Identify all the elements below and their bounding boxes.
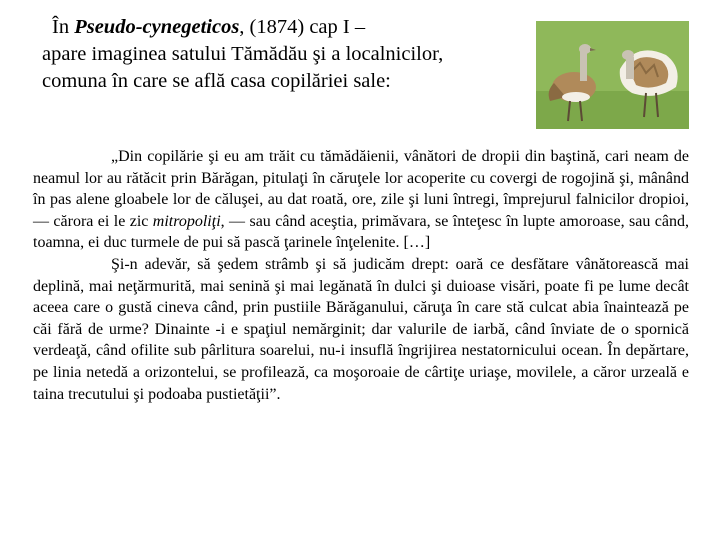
quote-p1-italic: mitropoliţi	[152, 212, 221, 230]
quote-block	[33, 146, 689, 405]
heading-line-1-rest: , (1874) cap I –	[239, 16, 366, 38]
quote-paragraph-1	[33, 146, 689, 254]
heading-line-3: comuna în care se află casa copilăriei sale:	[42, 70, 391, 92]
slide-heading	[42, 14, 532, 95]
quote-p1-end: , — sau când aceştia, primăvara, se înteţesc în lupte amoroase, sau când, toamna, ei duc turmele de pui să pască ţarinele înţelenite. […]	[33, 212, 690, 252]
heading-line-1	[42, 14, 532, 41]
quote-p1-start: „Din copilărie şi eu am trăit cu tămădăienii, vânători de dropii din baştină, cari neam de neamul lor au rătăcit prin Bărăgan, pitulaţi în căruţele lor acoperite cu covergi de rogojină şi, mânând în pas alene gloabele lor de căluşei, au dat roată, ore, zile şi luni întregi, împrejurul falnicilor dropioi, — cărora ei le zic	[33, 148, 689, 230]
heading-line-2: apare imaginea satului Tămădău şi a localnicilor,	[42, 43, 444, 65]
bustards-illustration	[536, 21, 689, 129]
bustards-photo	[536, 21, 689, 129]
heading-prefix: În	[52, 16, 75, 38]
quote-paragraph-2: Şi-n adevăr, să şedem strâmb şi să judicăm drept: oară ce desfătare vânătorească mai deplină, mai neţărmurită, mai senină şi mai legănată în dulci şi duioase visări, poate fi pe lume decât aceea care o gustă cineva când, prin pustiile Bărăganului, căruţa în care stă culcat abia înaintează pe căi fără de urme? Dinainte -i e spaţiul nemărginit; dar valurile de iarbă, când înviate de o spornică verdeaţă, când ofilite sub pârlitura soarelui, nu-i insuflă îngrijirea nestatornicului ocean. În depărtare, pe linia netedă a orizontelui, se profilează, ca moşoroaie de cârtiţe uriaşe, movilele, a căror urzeală e taina trecutului şi podoaba pustietăţii”.	[33, 255, 689, 403]
book-title: Pseudo-cynegeticos	[74, 16, 240, 38]
